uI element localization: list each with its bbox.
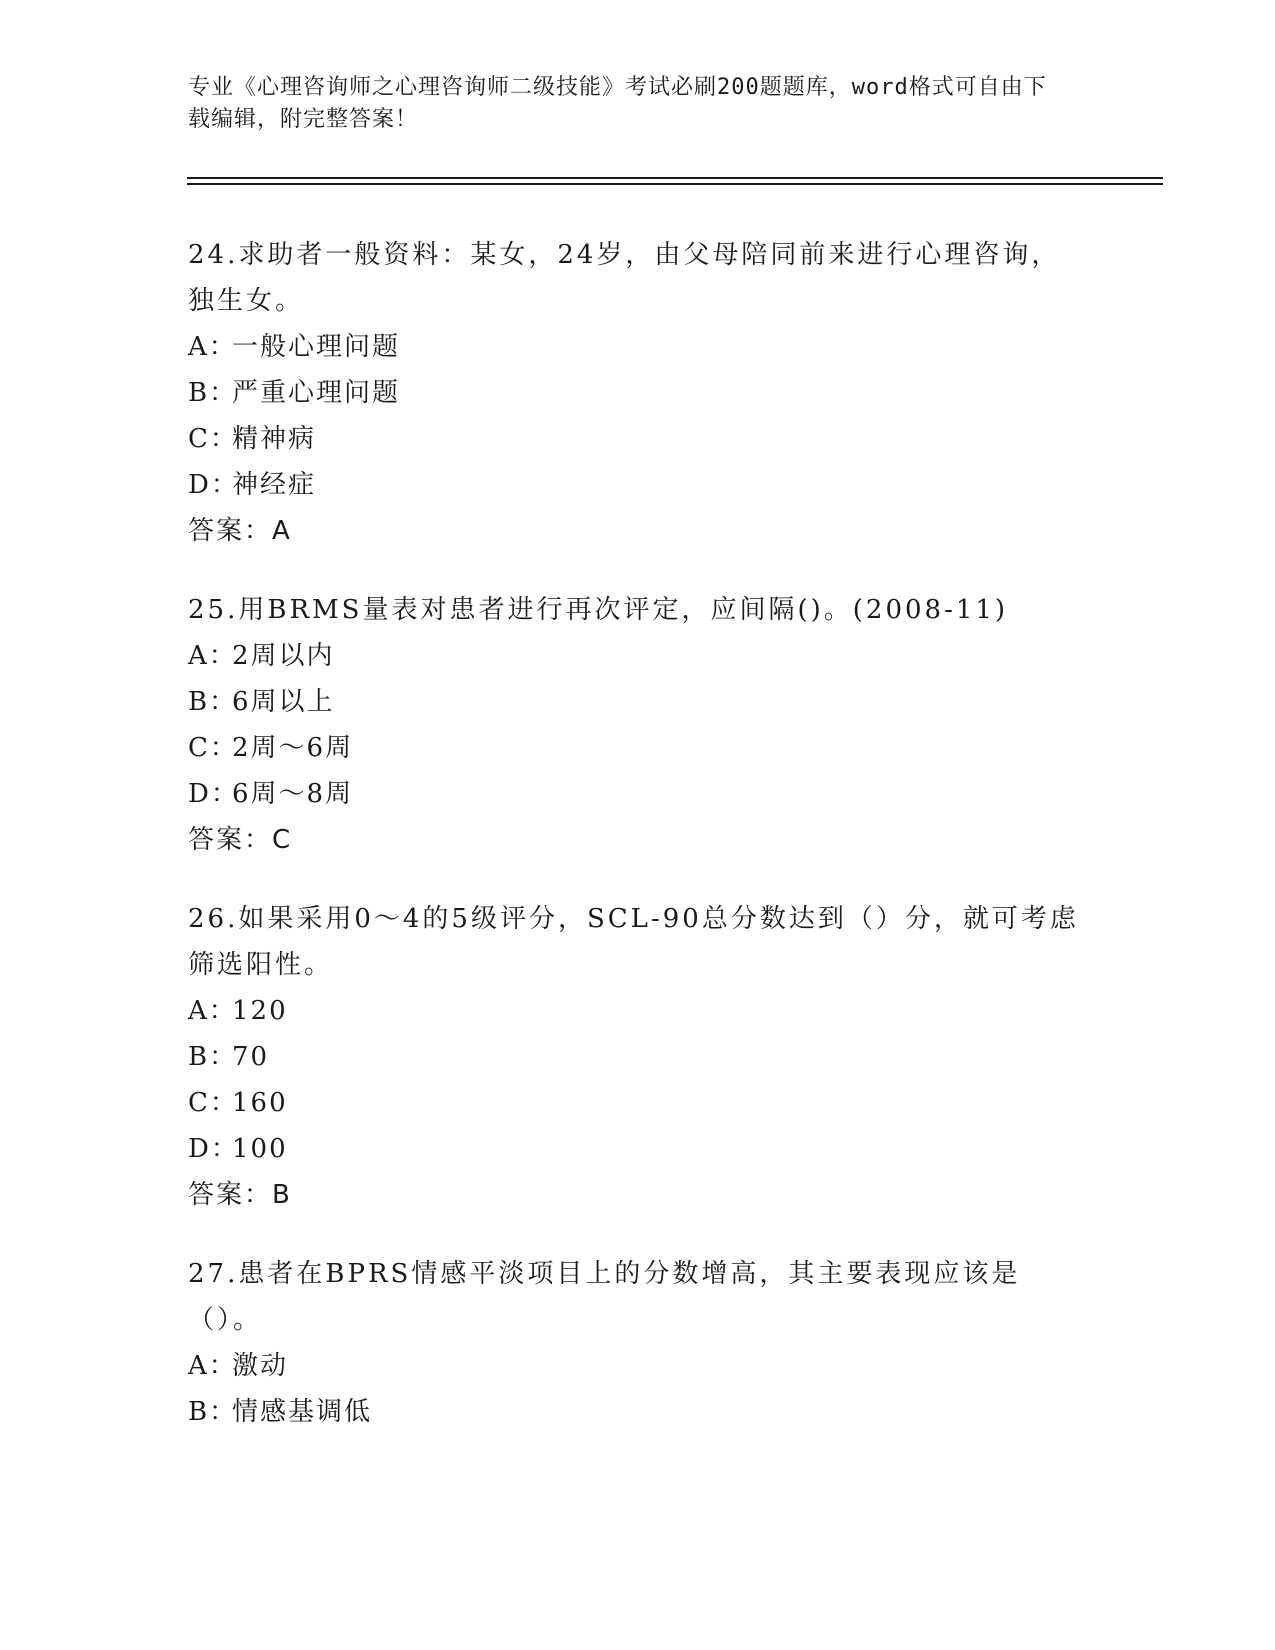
option-letter: C： xyxy=(188,1088,238,1118)
answer-line: 答案：B xyxy=(188,1180,292,1210)
option-d xyxy=(188,462,1088,508)
option-text: 情感基调低 xyxy=(232,1397,373,1427)
option-letter: C： xyxy=(188,424,238,454)
option-a xyxy=(188,988,1088,1034)
question-stem: 26.如果采用0～4的5级评分，SCL-90总分数达到（）分，就可考虑筛选阳性。 xyxy=(188,904,1079,980)
question-stem: 27.患者在BPRS情感平淡项目上的分数增高，其主要表现应该是（）。 xyxy=(188,1259,1021,1335)
option-c xyxy=(188,416,1088,462)
option-letter: D： xyxy=(188,779,239,809)
option-b xyxy=(188,1389,1088,1435)
option-letter: B： xyxy=(188,1042,238,1072)
option-b xyxy=(188,1034,1088,1080)
option-a xyxy=(188,1343,1088,1389)
option-letter: B： xyxy=(188,378,238,408)
question-25 xyxy=(188,587,1088,863)
question-27 xyxy=(188,1251,1088,1435)
option-text: 2周以内 xyxy=(232,641,335,671)
option-letter: B： xyxy=(188,1397,238,1427)
option-b xyxy=(188,370,1088,416)
question-24 xyxy=(188,232,1088,554)
question-stem: 24.求助者一般资料：某女，24岁，由父母陪同前来进行心理咨询，独生女。 xyxy=(188,240,1061,316)
header-rule-bottom xyxy=(187,183,1163,185)
question-26 xyxy=(188,896,1088,1218)
option-text: 2周～6周 xyxy=(232,733,354,763)
option-letter: C： xyxy=(188,733,238,763)
answer-line: 答案：A xyxy=(188,516,292,546)
option-letter: A： xyxy=(188,996,237,1026)
option-c xyxy=(188,1080,1088,1126)
option-text: 70 xyxy=(232,1042,270,1072)
option-text: 120 xyxy=(232,996,288,1026)
option-text: 6周～8周 xyxy=(232,779,354,809)
option-c xyxy=(188,725,1088,771)
option-letter: A： xyxy=(188,641,237,671)
question-list xyxy=(188,232,1088,1468)
option-letter: D： xyxy=(188,1134,239,1164)
option-letter: A： xyxy=(188,1351,237,1381)
option-letter: B： xyxy=(188,687,238,717)
option-text: 160 xyxy=(232,1088,288,1118)
option-b xyxy=(188,679,1088,725)
option-d xyxy=(188,771,1088,817)
document-header-text: 专业《心理咨询师之心理咨询师二级技能》考试必刷200题题库，word格式可自由下载编辑，附完整答案！ xyxy=(188,75,1047,132)
document-header xyxy=(188,72,1068,136)
option-a xyxy=(188,633,1088,679)
option-a xyxy=(188,324,1088,370)
header-rule-top xyxy=(187,177,1163,179)
option-d xyxy=(188,1126,1088,1172)
option-letter: D： xyxy=(188,470,239,500)
option-text: 一般心理问题 xyxy=(232,332,401,362)
option-text: 精神病 xyxy=(232,424,317,454)
option-text: 激动 xyxy=(232,1351,289,1381)
option-text: 6周以上 xyxy=(232,687,335,717)
option-text: 100 xyxy=(232,1134,288,1164)
option-text: 神经症 xyxy=(232,470,317,500)
answer-line: 答案：C xyxy=(188,825,293,855)
question-stem: 25.用BRMS量表对患者进行再次评定，应间隔()。(2008-11) xyxy=(188,595,1009,625)
option-text: 严重心理问题 xyxy=(232,378,401,408)
option-letter: A： xyxy=(188,332,237,362)
